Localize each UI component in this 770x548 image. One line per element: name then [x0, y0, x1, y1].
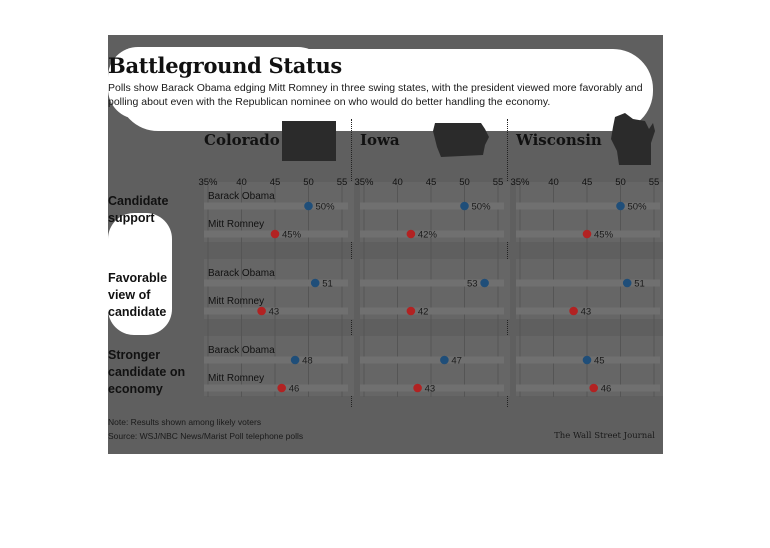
dot-colorado-0-barack-obama — [304, 202, 313, 211]
value-label-wisconsin-2-mitt-romney: 46 — [600, 383, 612, 395]
rowlabel-favorable-view: Favorable view of candidate — [108, 271, 168, 319]
value-label-wisconsin-1-mitt-romney: 43 — [580, 306, 592, 318]
state-name-wisconsin: Wisconsin — [516, 131, 602, 149]
dot-colorado-1-barack-obama — [311, 279, 320, 288]
tick-label-iowa-4: 55 — [492, 177, 504, 188]
state-name-colorado: Colorado — [204, 131, 280, 149]
chart-subtitle: Polls show Barack Obama edging Mitt Romney in three swing states, with the president viewed more favorably and polling about even with the Republican nominee on who would do better handling the economy. — [108, 82, 643, 108]
state-name-iowa: Iowa — [360, 131, 400, 149]
dot-wisconsin-2-mitt-romney — [589, 384, 598, 393]
series-name-colorado-1-1: Mitt Romney — [208, 296, 265, 307]
series-name-colorado-0-0: Barack Obama — [208, 191, 275, 202]
dot-wisconsin-2-barack-obama — [583, 356, 592, 365]
note: Note: Results shown among likely voters — [108, 417, 262, 427]
dot-wisconsin-1-barack-obama — [623, 279, 632, 288]
value-label-iowa-2-mitt-romney: 43 — [424, 383, 436, 395]
tick-label-iowa-0: 35% — [354, 177, 374, 188]
tick-label-wisconsin-4: 55 — [648, 177, 660, 188]
dot-iowa-2-barack-obama — [440, 356, 449, 365]
dot-wisconsin-0-mitt-romney — [583, 230, 592, 239]
value-label-colorado-1-mitt-romney: 43 — [268, 306, 280, 318]
dot-iowa-2-mitt-romney — [413, 384, 422, 393]
series-name-colorado-2-1: Mitt Romney — [208, 373, 265, 384]
series-name-colorado-2-0: Barack Obama — [208, 345, 275, 356]
value-label-wisconsin-1-barack-obama: 51 — [634, 278, 645, 290]
dot-colorado-2-mitt-romney — [277, 384, 286, 393]
tick-label-wisconsin-3: 50 — [615, 177, 626, 188]
dot-wisconsin-1-mitt-romney — [569, 307, 578, 316]
dot-iowa-1-barack-obama — [480, 279, 489, 288]
track-wisconsin-2-1 — [516, 385, 660, 392]
tick-label-colorado-3: 50 — [303, 177, 314, 188]
value-label-iowa-1-barack-obama: 53 — [467, 278, 478, 290]
tick-label-iowa-1: 40 — [392, 177, 403, 188]
value-label-wisconsin-0-barack-obama: 50% — [627, 201, 647, 213]
track-colorado-2-0 — [204, 357, 348, 364]
dot-plot — [108, 35, 663, 454]
tick-label-wisconsin-2: 45 — [581, 177, 593, 188]
tick-label-iowa-2: 45 — [425, 177, 437, 188]
chart-title: Battleground Status — [108, 53, 342, 78]
value-label-iowa-2-barack-obama: 47 — [451, 355, 462, 367]
track-colorado-2-1 — [204, 385, 348, 392]
tick-label-wisconsin-1: 40 — [548, 177, 559, 188]
value-label-colorado-2-mitt-romney: 46 — [288, 383, 300, 395]
dot-colorado-1-mitt-romney — [257, 307, 266, 316]
tick-label-colorado-1: 40 — [236, 177, 247, 188]
value-label-iowa-0-mitt-romney: 42% — [417, 229, 437, 241]
dot-colorado-2-barack-obama — [291, 356, 300, 365]
tick-label-iowa-3: 50 — [459, 177, 470, 188]
value-label-colorado-0-mitt-romney: 45% — [282, 229, 302, 241]
credit: The Wall Street Journal — [554, 431, 655, 441]
value-label-wisconsin-0-mitt-romney: 45% — [594, 229, 614, 241]
battleground-graphic — [108, 35, 663, 454]
dot-colorado-0-mitt-romney — [271, 230, 280, 239]
value-label-iowa-0-barack-obama: 50% — [471, 201, 491, 213]
value-label-colorado-0-barack-obama: 50% — [315, 201, 335, 213]
dot-iowa-0-mitt-romney — [407, 230, 416, 239]
tick-label-colorado-0: 35% — [198, 177, 218, 188]
dot-wisconsin-0-barack-obama — [616, 202, 625, 211]
track-iowa-1-1 — [360, 308, 504, 315]
rowlabel-stronger-economy: Stronger candidate on economy — [108, 348, 186, 396]
rowlabel-candidate-support: Candidate support — [108, 194, 169, 225]
series-name-colorado-1-0: Barack Obama — [208, 268, 275, 279]
value-label-wisconsin-2-barack-obama: 45 — [594, 355, 605, 367]
source: Source: WSJ/NBC News/Marist Poll telephone polls — [108, 431, 304, 441]
tick-label-wisconsin-0: 35% — [510, 177, 530, 188]
dot-iowa-1-mitt-romney — [407, 307, 416, 316]
tick-label-colorado-2: 45 — [269, 177, 281, 188]
tick-label-colorado-4: 55 — [336, 177, 348, 188]
track-iowa-2-0 — [360, 357, 504, 364]
value-label-colorado-2-barack-obama: 48 — [302, 355, 313, 367]
value-label-iowa-1-mitt-romney: 42 — [417, 306, 429, 318]
series-name-colorado-0-1: Mitt Romney — [208, 219, 265, 230]
value-label-colorado-1-barack-obama: 51 — [322, 278, 333, 290]
dot-iowa-0-barack-obama — [460, 202, 469, 211]
